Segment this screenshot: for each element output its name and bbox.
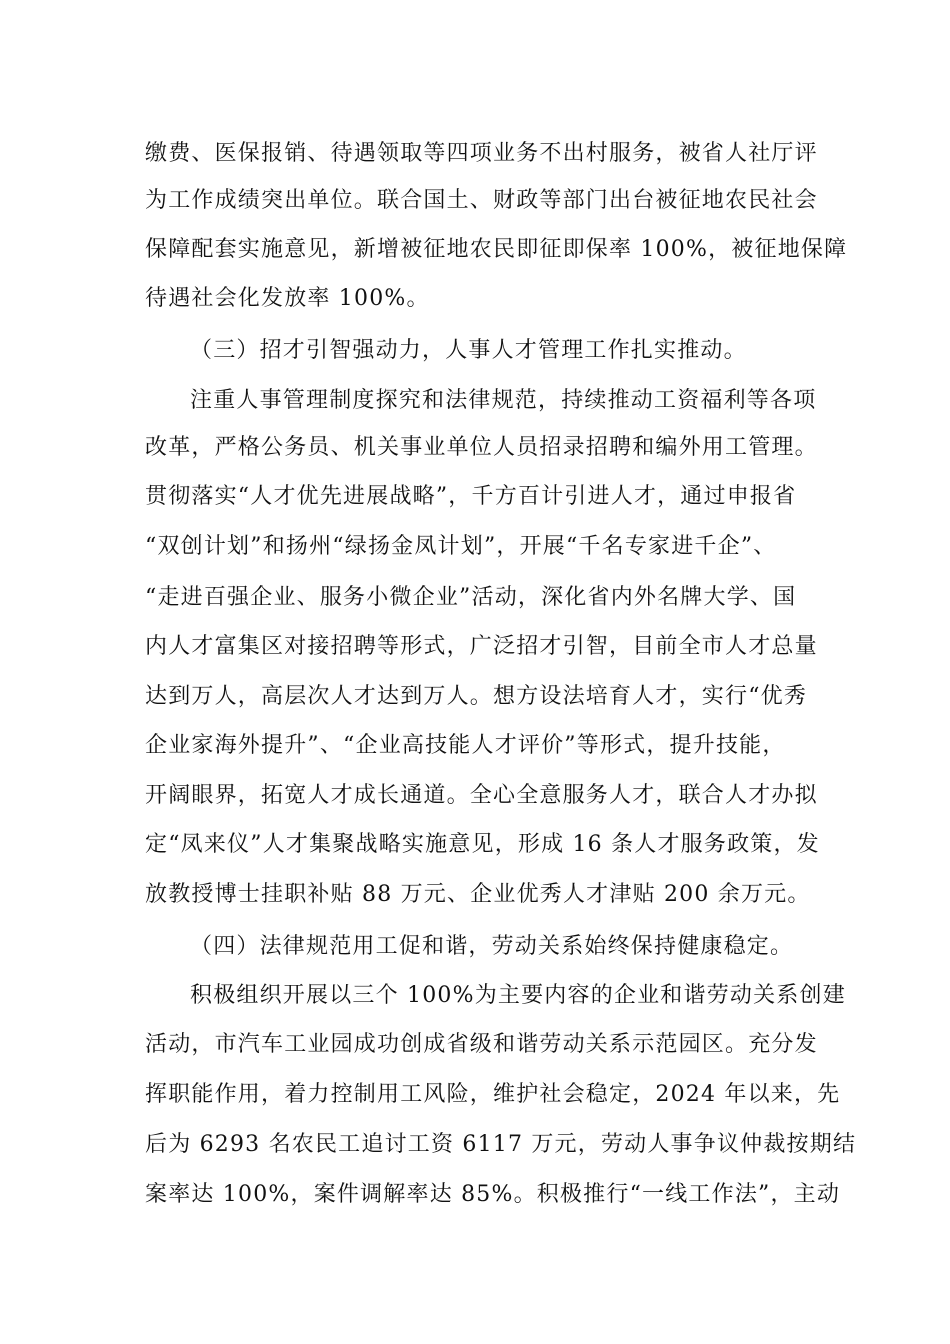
text-line: 企业家海外提升”、“企业高技能人才评价”等形式，提升技能， [145,733,786,758]
text-line: “双创计划”和扬州“绿扬金凤计划”，开展“千名专家进千企”、 [145,534,777,559]
text-line: 缴费、医保报销、待遇领取等四项业务不出村服务，被省人社厅评 [145,141,818,166]
text-line: 改革，严格公务员、机关事业单位人员招录招聘和编外用工管理。 [145,435,818,460]
text-line: 积极组织开展以三个 100%为主要内容的企业和谐劳动关系创建 [190,983,846,1008]
text-line: 内人才富集区对接招聘等形式，广泛招才引智，目前全市人才总量 [145,634,818,659]
text-line: 待遇社会化发放率 100%。 [145,286,430,311]
text-line: 贯彻落实“人才优先进展战略”，千方百计引进人才，通过申报省 [145,484,797,509]
text-line: 定“凤来仪”人才集聚战略实施意见，形成 16 条人才服务政策，发 [145,832,820,857]
text-line: “走进百强企业、服务小微企业”活动，深化省内外名牌大学、国 [145,585,797,610]
section-heading-3: （三）招才引智强动力，人事人才管理工作扎实推动。 [190,338,747,363]
text-line: 后为 6293 名农民工追讨工资 6117 万元，劳动人事争议仲裁按期结 [145,1132,857,1157]
section-heading-4: （四）法律规范用工促和谐，劳动关系始终保持健康稳定。 [190,934,794,959]
text-line: 案率达 100%，案件调解率达 85%。积极推行“一线工作法”，主动 [145,1182,841,1207]
text-line: 活动，市汽车工业园成功创成省级和谐劳动关系示范园区。充分发 [145,1032,818,1057]
text-line: 挥职能作用，着力控制用工风险，维护社会稳定，2024 年以来，先 [145,1082,841,1107]
text-line: 达到万人，高层次人才达到万人。想方设法培育人才，实行“优秀 [145,684,808,709]
text-line: 保障配套实施意见，新增被征地农民即征即保率 100%，被征地保障 [145,237,848,262]
text-line: 开阔眼界，拓宽人才成长通道。全心全意服务人才，联合人才办拟 [145,783,818,808]
text-line: 放教授博士挂职补贴 88 万元、企业优秀人才津贴 200 余万元。 [145,882,811,907]
text-line: 为工作成绩突出单位。联合国土、财政等部门出台被征地农民社会 [145,188,818,213]
text-line: 注重人事管理制度探究和法律规范，持续推动工资福利等各项 [190,388,817,413]
